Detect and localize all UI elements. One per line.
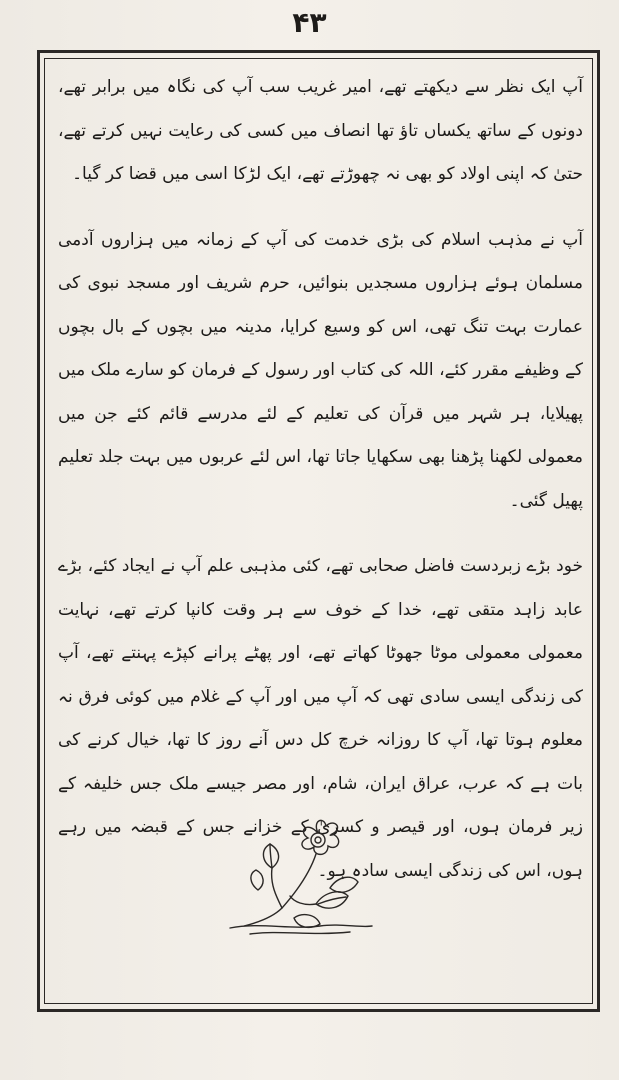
paragraph-3: خود بڑے زبردست فاضل صحابی تھے، کئی مذہبی علم آپ نے ایجاد کئے، بڑے عابد زاہد متقی تھے، خدا کے خوف سے ہر وقت کانپا کرتے تھے، نہایت معمولی معمولی موٹا جھوٹا کھاتے تھے، اور پھٹے پرانے کپڑے پہنتے تھے، آپ کی زندگی ایسی سادی تھی کہ آپ میں اور آپ کے غلام میں کوئی فرق نہ معلوم ہوتا تھا، آپ کا روزانہ خرچ کل دس آنے روز کا تھا، خیال کرنے کی بات ہے کہ عرب، عراق ایران، شام، اور مصر جیسے ملک جس خلیفہ کے زیر فرمان ہوں، اور قیصر و کسریٰ کے خزانے جس کے قبضہ میں رہے ہوں، اس کی زندگی ایسی سادہ ہو۔: [58, 556, 583, 881]
paragraph-2: آپ نے مذہب اسلام کی بڑی خدمت کی آپ کے زمانہ میں ہزاروں آدمی مسلمان ہوئے ہزاروں مسجدیں بنوائیں، حرم شریف اور مسجد نبوی کی عمارت بہت تنگ تھی، اس کو وسیع کرایا، مدینہ میں بچوں کے بال بچوں کے وظیفے مقرر کئے، اللہ کی کتاب اور رسول کے فرمان کو سارے ملک میں پھیلایا، ہر شہر میں قرآن کی تعلیم کے لئے مدرسے قائم کئے جن میں معمولی لکھنا پڑھنا بھی سکھایا جاتا تھا، اس لئے عربوں میں بہت جلد تعلیم پھیل گئی۔: [58, 229, 583, 511]
page-number: ۴۳: [292, 6, 327, 39]
paragraph-1: آپ ایک نظر سے دیکھتے تھے، امیر غریب سب آپ کی نگاہ میں برابر تھے، دونوں کے ساتھ یکساں تاؤ تھا انصاف میں کسی کی رعایت نہیں کرتے تھے، حتیٰ کہ اپنی اولاد کو بھی نہ چھوڑتے تھے، ایک لڑکا اسی میں قضا کر گیا۔: [58, 77, 583, 184]
flower-ornament-icon: [220, 810, 380, 940]
body-text: [58, 66, 583, 893]
